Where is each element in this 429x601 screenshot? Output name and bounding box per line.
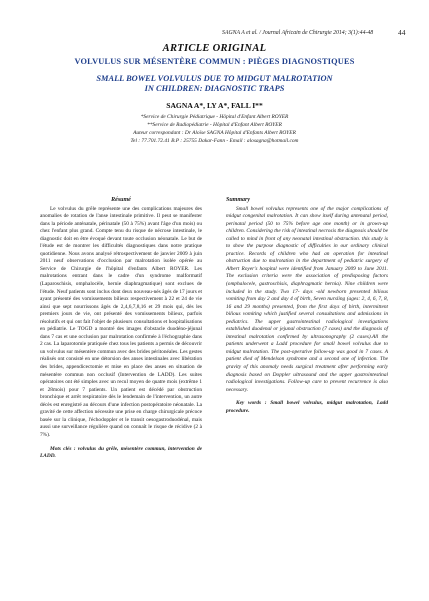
summary-keywords (226, 400, 388, 415)
summary-keywords-label: Key words : (236, 400, 267, 407)
corresponding-author: Auteur correspondant : Dr Aloïse SAGNA Hôpital d'Enfants Albert ROYER (133, 130, 296, 136)
authors: SAGNA A*, LY A*, FALL I** (166, 101, 263, 110)
resume-heading: Résumé (111, 197, 131, 203)
summary-column (226, 197, 388, 415)
article-type: ARTICLE ORIGINAL (162, 43, 267, 54)
summary-heading: Summary (226, 197, 251, 203)
english-title-line2: IN CHILDREN: DIAGNOSTIC TRAPS (144, 84, 285, 93)
contact-line: Tel : 77.701.72.41 B.P : 25755 Dakar-Fann - Email : alosagna@hotmail.com (130, 138, 299, 144)
running-head: SAGNA A et al. / Journal Africain de Chirurgie 2014; 3(1):44-48 (222, 30, 374, 36)
resume-column (40, 197, 202, 461)
summary-keywords-text: Small bowel volvulus, midgut malrotation, Ladd procedure. (226, 400, 389, 414)
summary-body: Small bowel volvulus represents one of the major complications of midgut congenital malrotation. It can show itself during antenatal period, perinatal period (50 to 75% before age one month) or in grown-up children. Considering the risk of intestinal necrosis the diagnosis should be called to mind in front of any neonatal intestinal obstruction. this study is to show the purpose diagnostic of difficulties in our ordinary clinical practice. Records of children who had an operation for intestinal obstruction due to malrotation in the department of pediatric surgery of Albert Royer's hospital were identified from January 2009 to June 2011. The exclusion criteria were the association of predisposing factors (omphalocele, gastroschisis, diaphragmatic hernia). Nine children were included in the study. Two 17- days -old newborn presented bilious vomiting from day 2 and day 4 of birth, Seven nursling (ages: 2, 4, 6, 7, 8, 16 and 29 months) presented, from the first days of birth, intermittent bilious vomiting which justified several consultations and admissions in pediatrics. The upper gastrointestinal radiological investigations established duodenal or jejunal obstruction (7 cases) and the diagnosis of intestinal malrotation confirmed by ultrasonography (2 cases).All the patients underwent a Ladd procedure for small bowel volvulus due to midgut malrotation. The post-operative follow-up was good in 7 cases. A patient died of Mendelson syndrome and a second one of infection. The gravity of this anomaly needs surgical treatment after performing early diagnosis based on Doppler ultrasound and the upper gastrointestinal radiological investigations. Follow-up care to prevent recurrence is also necessary. (226, 205, 388, 393)
resume-body: Le volvulus du grêle représente une des complications majeures des anomalies de rotation de l'anse intestinale primitive. Il peut se manifester dans la période anténatale, périnatale (50 à 75%) avant l'âge d'un mois) ou chez l'enfant plus grand. Compte tenu du risque de nécrose intestinale, le diagnostic doit en être évoqué devant toute occlusion néonatale. Le but de l'étude est de montrer les difficultés diagnostiques dans notre pratique quotidienne. Nous avons analysé rétrospectivement de janvier 2009 à juin 2011 neuf observations d'occlusion par malrotation isolée opérée au Service de Chirurgie de l'hôpital d'enfants Albert ROYER. Les malrotations entrant dans le cadre d'un syndrome malformatif (Laparoschisis, omphalocèle, hernie diaphragmatique) sont exclues de l'étude. Neuf patients sont inclus dont deux nouveau-nés âgés de 17 jours et ayant présenté des vomissements bilieux respectivement à 22 et 24 de vie ainsi que sept nourrissons âgés de 2,4,6,7,8,16 et 29 mois qui, dès les premiers jours de vie, ont présenté des vomissements bilieux, parfois résolutifs et qui ont fait l'objet de plusieurs consultations et hospitalisations en pédiatrie. Le TOGD a montré des images d'obstacle duodéno-jéjunal dans 7 cas et une occlusion par malrotation confirmée à l'échographie dans 2 cas. La laparotomie pratiquée chez tous les patients a permis de découvrir un volvulus sur mésentère commun avec des brides péritonéales. Les gestes réalisés ont consisté en une détorsion des anses intestinales avec libération des brides, appendicectomie et mise en place des anses en situation de mésentère commun non occlusif (Intervention de LADD). Les suites opératoires ont été simples avec un recul moyen de quatre mois (extrême 1 et 28mois) pour 7 patients. Un patient est décédé par obstruction bronchique et arrêt respiratoire dès le lendemain de l'intervention, un autre décès est enregistré au décours d'une infection postopératoire néonatale. La gravité de cette affection nécessite une prise en charge chirurgicale précoce basée sur la clinique, l'échodoppler et le transit oesogastroduodénal, mais aussi une surveillance régulière quand on connaît le risque de récidive (2 à 7%). (40, 205, 202, 438)
french-title: VOLVULUS SUR MÉSENTÈRE COMMUN : PIÈGES DIAGNOSTIQUES (74, 57, 355, 66)
affiliation-1: *Service de Chirurgie Pédiatrique - Hôpital d'Enfant Albert ROYER (140, 114, 289, 120)
resume-keywords-text: volvulus du grêle, mésentère commun, intervention de LADD. (40, 445, 202, 460)
resume-keywords-label: Mots clés : (50, 445, 76, 452)
affiliation-2: **Service de Radiopédiatrie - Hôpital d'Enfant Albert ROYER (147, 122, 282, 128)
page-number: 44 (398, 28, 406, 37)
resume-keywords (40, 446, 202, 461)
english-title-line1: SMALL BOWEL VOLVULUS DUE TO MIDGUT MALROTATION (96, 74, 333, 83)
